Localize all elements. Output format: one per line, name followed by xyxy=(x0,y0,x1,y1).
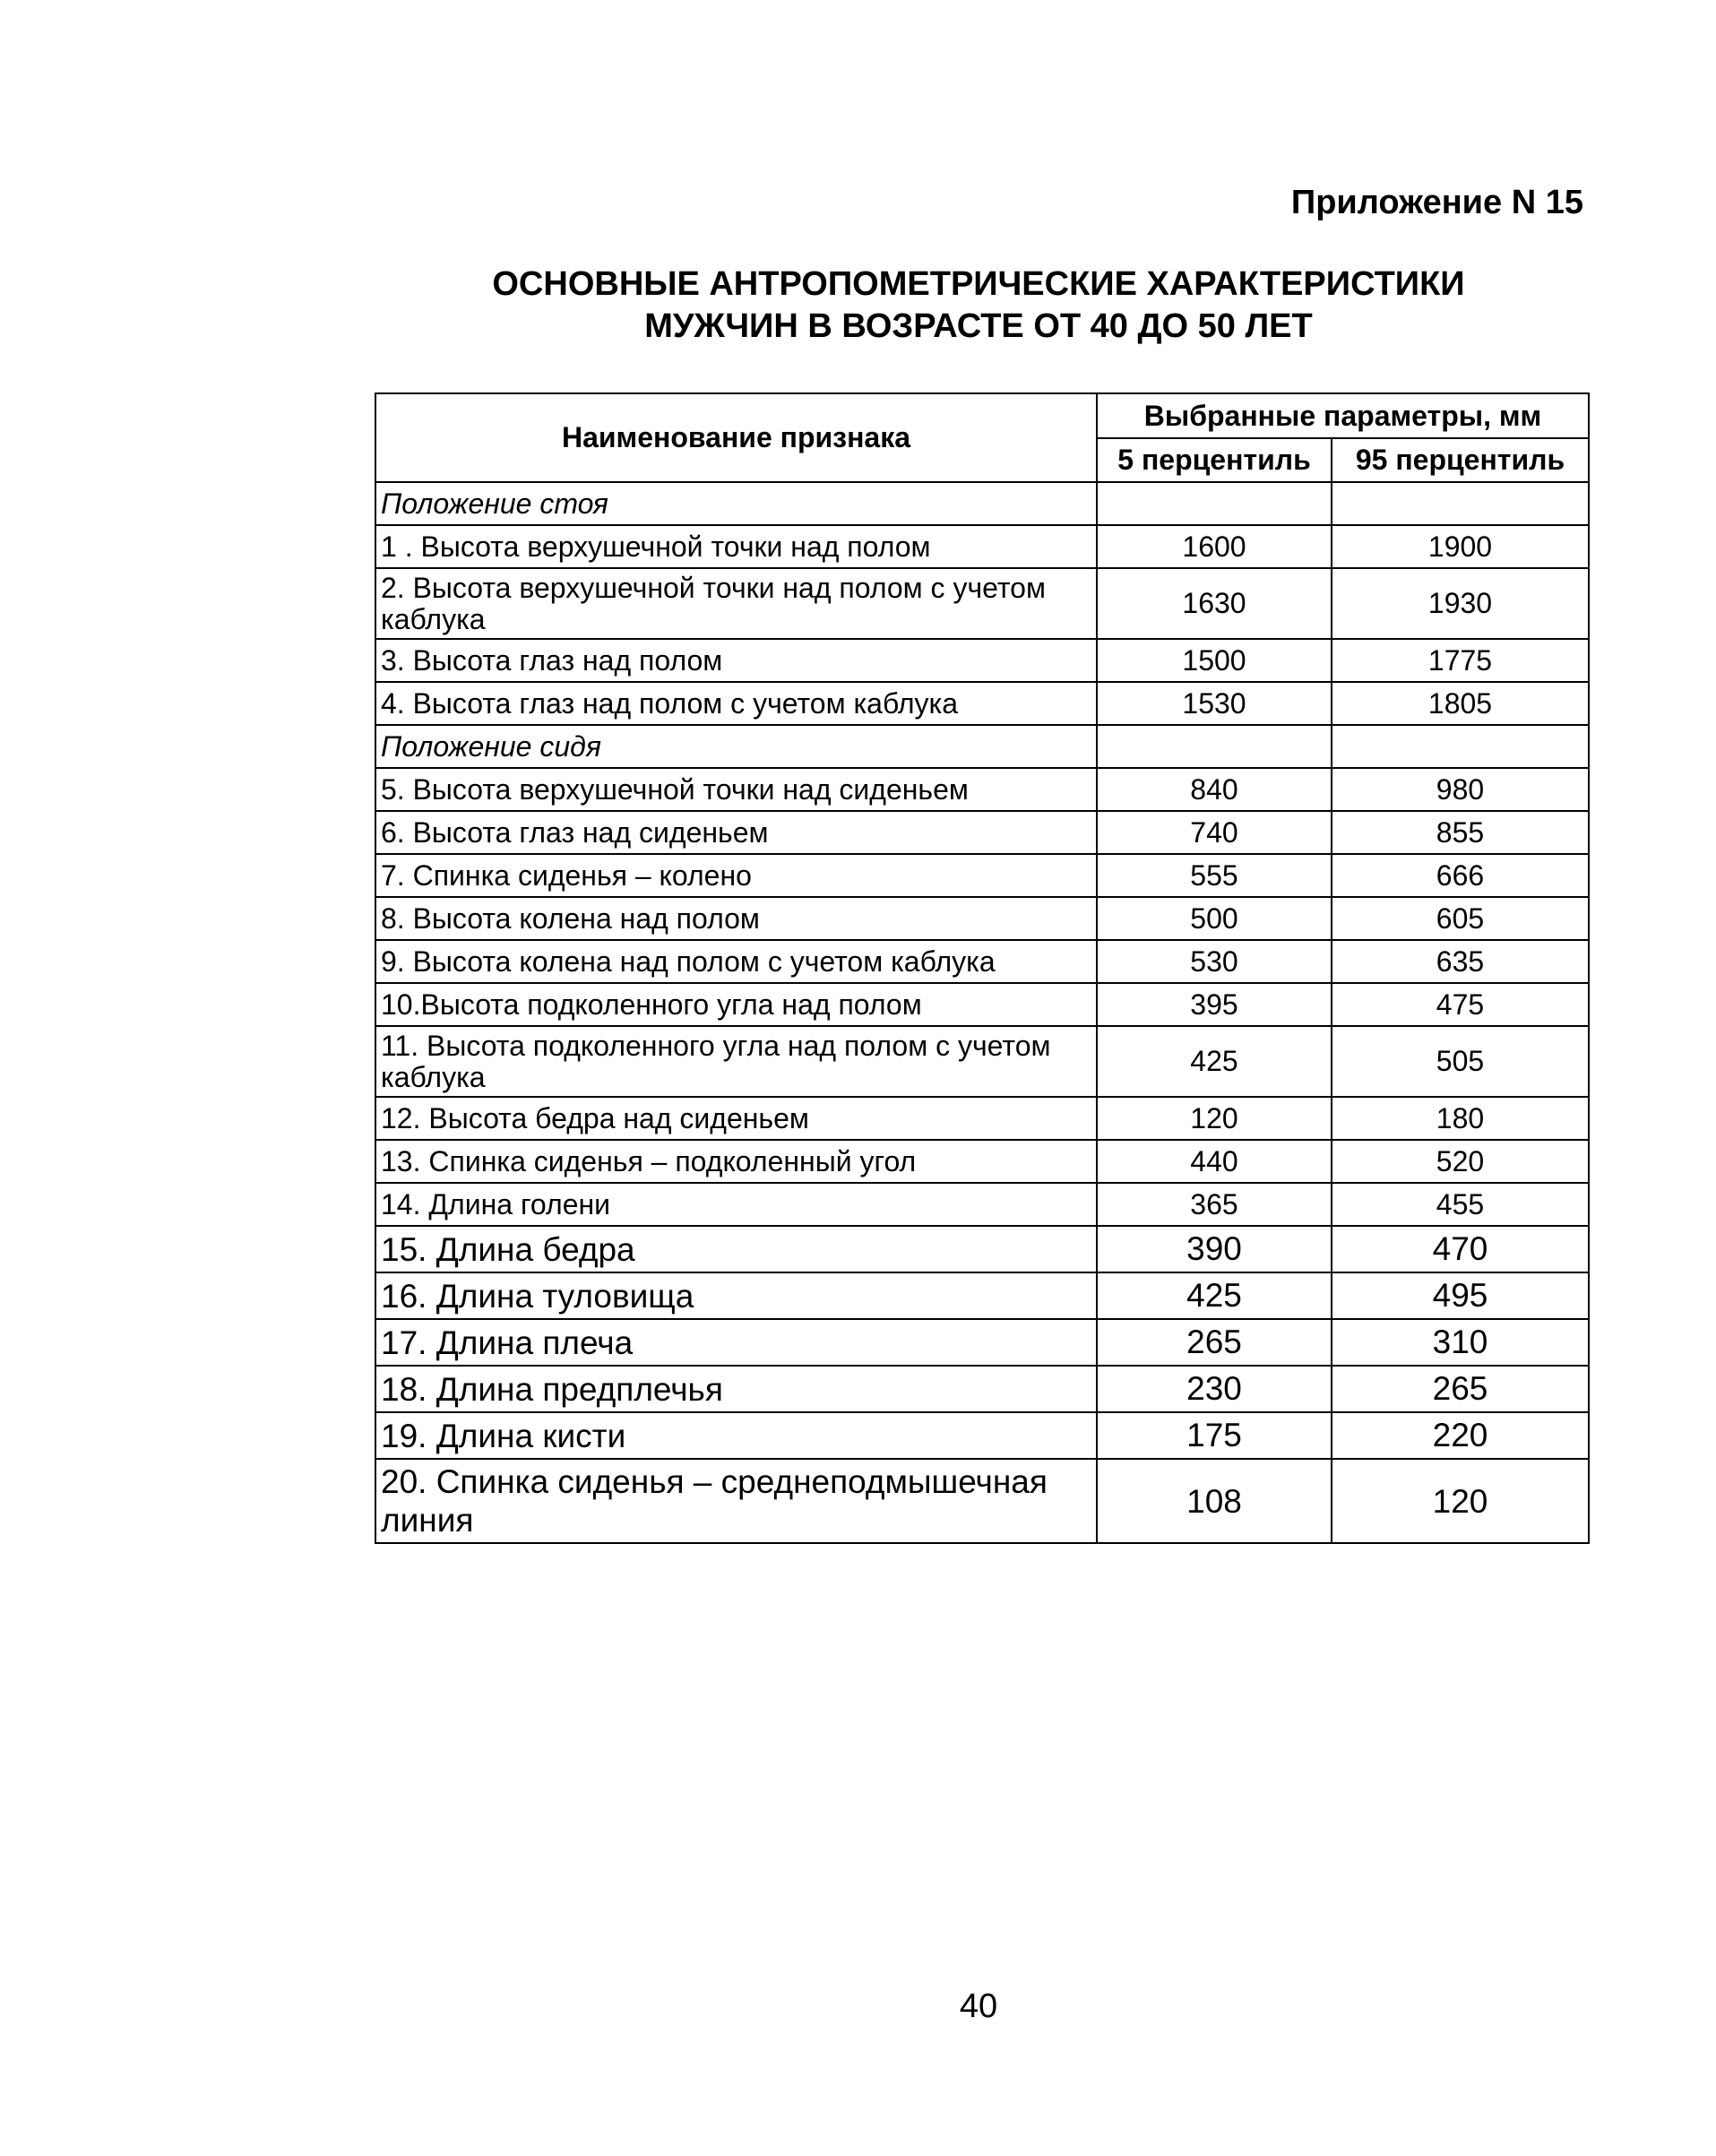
value-p5: 1530 xyxy=(1097,682,1332,725)
table-row xyxy=(375,1319,1589,1366)
value-p5: 265 xyxy=(1097,1319,1332,1366)
value-p95: 455 xyxy=(1332,1183,1589,1226)
table-row xyxy=(375,854,1589,897)
value-p95: 1900 xyxy=(1332,525,1589,568)
value-p95: 310 xyxy=(1332,1319,1589,1366)
value-p95: 505 xyxy=(1332,1026,1589,1097)
feature-name: 1 . Высота верхушечной точки над полом xyxy=(375,525,1097,568)
value-p5: 1500 xyxy=(1097,639,1332,682)
table-row xyxy=(375,1026,1589,1097)
table-row xyxy=(375,639,1589,682)
value-p95: 1775 xyxy=(1332,639,1589,682)
feature-name: 9. Высота колена над полом с учетом каблука xyxy=(375,940,1097,983)
feature-name: 7. Спинка сиденья – колено xyxy=(375,854,1097,897)
feature-name: 17. Длина плеча xyxy=(375,1319,1097,1366)
value-p95: 605 xyxy=(1332,897,1589,940)
table-row xyxy=(375,983,1589,1026)
value-p5: 425 xyxy=(1097,1272,1332,1319)
table-row xyxy=(375,1140,1589,1183)
feature-name: 2. Высота верхушечной точки над полом с учетом каблука xyxy=(375,568,1097,639)
value-p95: 1930 xyxy=(1332,568,1589,639)
empty-cell xyxy=(1097,482,1332,525)
feature-name: 5. Высота верхушечной точки над сиденьем xyxy=(375,768,1097,811)
feature-name: 19. Длина кисти xyxy=(375,1412,1097,1459)
value-p95: 855 xyxy=(1332,811,1589,854)
page-number: 40 xyxy=(959,1988,998,2025)
table-row xyxy=(375,682,1589,725)
table-row xyxy=(375,1412,1589,1459)
title-line-1: ОСНОВНЫЕ АНТРОПОМЕТРИЧЕСКИЕ ХАРАКТЕРИСТИКИ xyxy=(492,265,1465,303)
section-row-sitting xyxy=(375,725,1589,768)
table-row xyxy=(375,1183,1589,1226)
table-row xyxy=(375,1459,1589,1543)
title-line-2: МУЖЧИН В ВОЗРАСТЕ ОТ 40 ДО 50 ЛЕТ xyxy=(644,307,1313,345)
value-p95: 220 xyxy=(1332,1412,1589,1459)
value-p5: 530 xyxy=(1097,940,1332,983)
value-p5: 108 xyxy=(1097,1459,1332,1543)
value-p5: 230 xyxy=(1097,1366,1332,1412)
feature-name: 12. Высота бедра над сиденьем xyxy=(375,1097,1097,1140)
value-p95: 520 xyxy=(1332,1140,1589,1183)
value-p95: 495 xyxy=(1332,1272,1589,1319)
value-p5: 840 xyxy=(1097,768,1332,811)
table-row xyxy=(375,768,1589,811)
value-p5: 440 xyxy=(1097,1140,1332,1183)
value-p5: 175 xyxy=(1097,1412,1332,1459)
feature-name: 8. Высота колена над полом xyxy=(375,897,1097,940)
column-header-group: Выбранные параметры, мм xyxy=(1097,393,1589,438)
value-p95: 635 xyxy=(1332,940,1589,983)
value-p5: 1600 xyxy=(1097,525,1332,568)
value-p95: 980 xyxy=(1332,768,1589,811)
value-p5: 1630 xyxy=(1097,568,1332,639)
section-row-standing xyxy=(375,482,1589,525)
table-row xyxy=(375,940,1589,983)
table-row xyxy=(375,1272,1589,1319)
value-p5: 500 xyxy=(1097,897,1332,940)
table-row xyxy=(375,1366,1589,1412)
feature-name: 6. Высота глаз над сиденьем xyxy=(375,811,1097,854)
column-header-name: Наименование признака xyxy=(375,393,1097,482)
value-p95: 470 xyxy=(1332,1226,1589,1272)
feature-name: 20. Спинка сиденья – среднеподмышечная линия xyxy=(375,1459,1097,1543)
value-p95: 475 xyxy=(1332,983,1589,1026)
feature-name: 13. Спинка сиденья – подколенный угол xyxy=(375,1140,1097,1183)
feature-name: 4. Высота глаз над полом с учетом каблука xyxy=(375,682,1097,725)
section-label: Положение стоя xyxy=(375,482,1097,525)
value-p95: 120 xyxy=(1332,1459,1589,1543)
table-row xyxy=(375,1226,1589,1272)
feature-name: 11. Высота подколенного угла над полом с учетом каблука xyxy=(375,1026,1097,1097)
value-p95: 1805 xyxy=(1332,682,1589,725)
value-p5: 395 xyxy=(1097,983,1332,1026)
empty-cell xyxy=(1332,482,1589,525)
column-header-p5: 5 перцентиль xyxy=(1097,438,1332,482)
value-p95: 666 xyxy=(1332,854,1589,897)
value-p5: 120 xyxy=(1097,1097,1332,1140)
appendix-label: Приложение N 15 xyxy=(1290,184,1583,221)
feature-name: 15. Длина бедра xyxy=(375,1226,1097,1272)
feature-name: 16. Длина туловища xyxy=(375,1272,1097,1319)
document-title xyxy=(0,263,1716,348)
column-header-p95: 95 перцентиль xyxy=(1332,438,1589,482)
value-p5: 740 xyxy=(1097,811,1332,854)
value-p5: 555 xyxy=(1097,854,1332,897)
table-row xyxy=(375,568,1589,639)
table-row xyxy=(375,811,1589,854)
section-label: Положение сидя xyxy=(375,725,1097,768)
table-row xyxy=(375,525,1589,568)
feature-name: 18. Длина предплечья xyxy=(375,1366,1097,1412)
feature-name: 3. Высота глаз над полом xyxy=(375,639,1097,682)
table-row xyxy=(375,1097,1589,1140)
feature-name: 14. Длина голени xyxy=(375,1183,1097,1226)
value-p5: 425 xyxy=(1097,1026,1332,1097)
value-p5: 390 xyxy=(1097,1226,1332,1272)
value-p5: 365 xyxy=(1097,1183,1332,1226)
table-row xyxy=(375,897,1589,940)
anthropometric-table xyxy=(375,392,1590,1544)
table-header-row xyxy=(375,393,1589,438)
empty-cell xyxy=(1097,725,1332,768)
empty-cell xyxy=(1332,725,1589,768)
value-p95: 265 xyxy=(1332,1366,1589,1412)
feature-name: 10.Высота подколенного угла над полом xyxy=(375,983,1097,1026)
value-p95: 180 xyxy=(1332,1097,1589,1140)
